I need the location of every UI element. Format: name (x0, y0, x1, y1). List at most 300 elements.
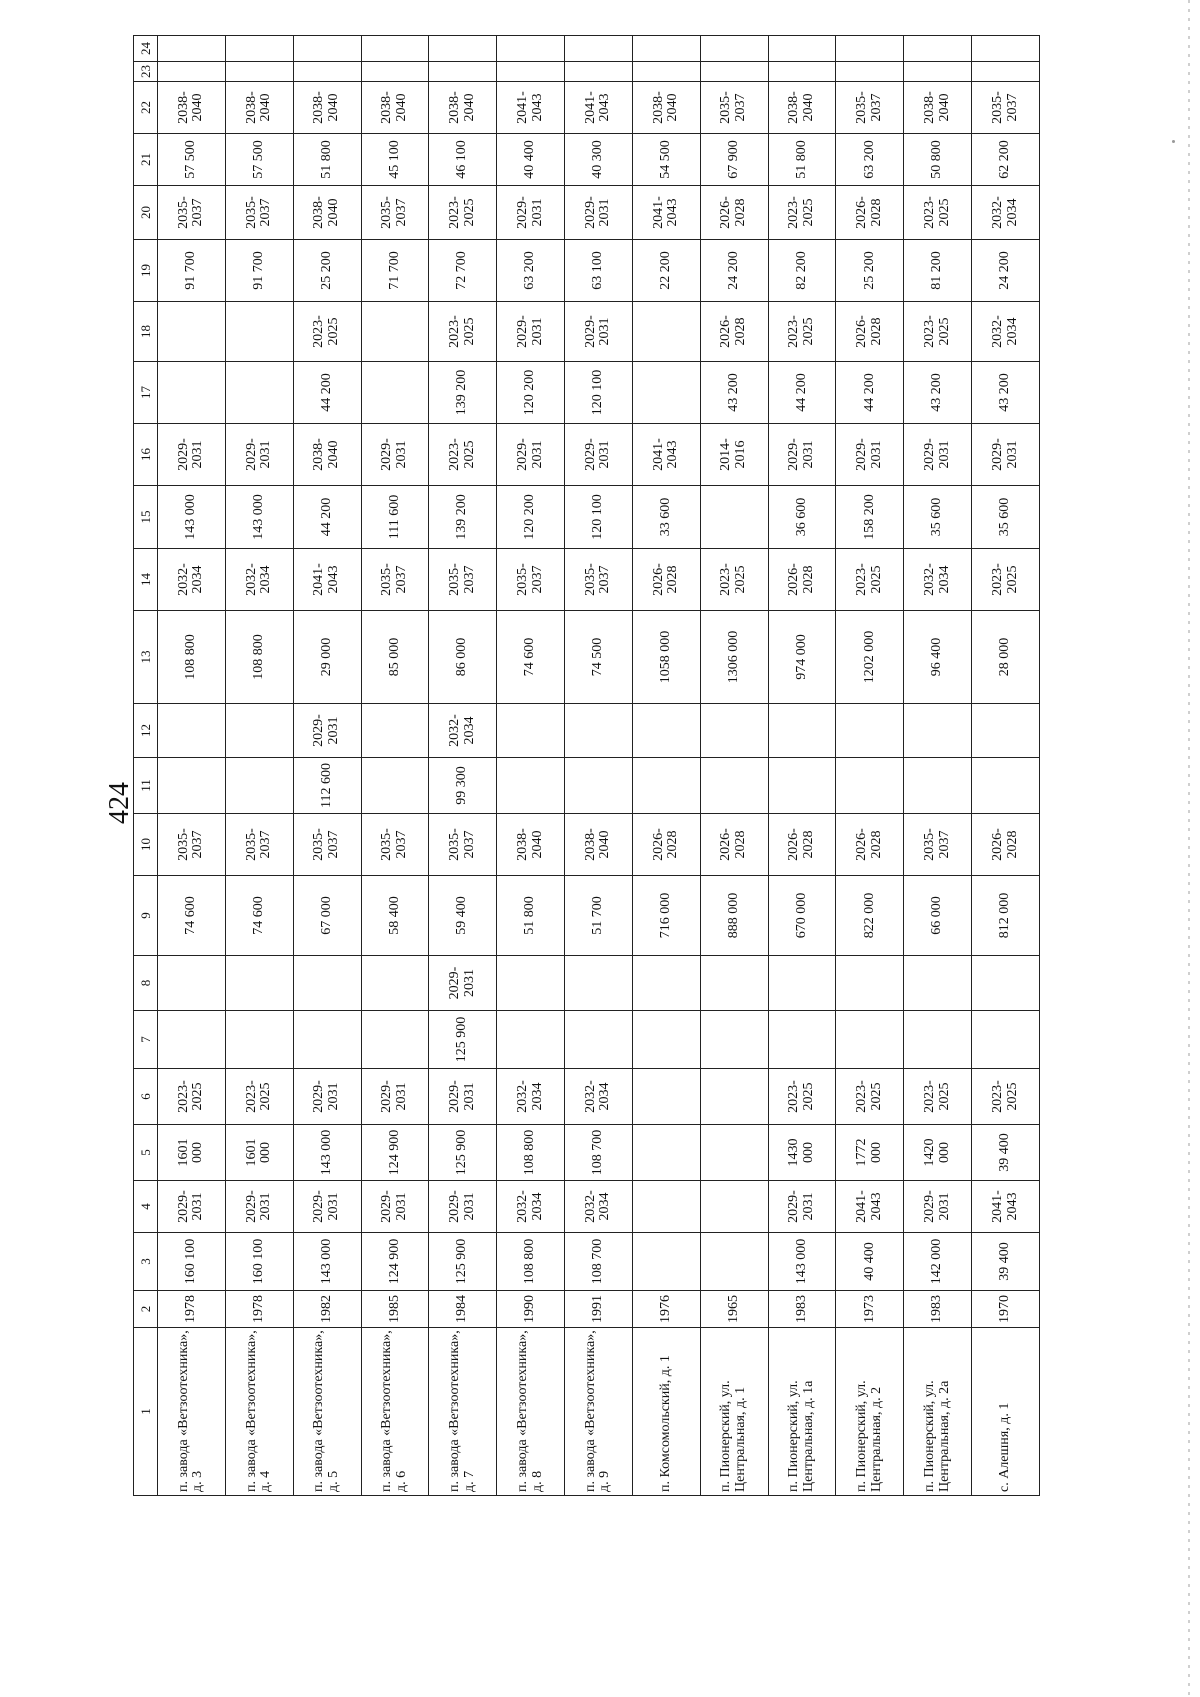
table-cell (497, 36, 565, 62)
table-cell: 143 000 (768, 1233, 836, 1291)
table-cell: 158 200 (836, 486, 904, 549)
table-cell: 120 200 (497, 362, 565, 424)
table-row (497, 36, 565, 1496)
table-cell (836, 758, 904, 814)
table-cell: 2035-2037 (836, 82, 904, 134)
table-row (429, 36, 497, 1496)
table-cell (632, 362, 700, 424)
table-cell: 1983 (768, 1291, 836, 1328)
table-cell: 2035-2037 (429, 549, 497, 611)
table-cell (904, 758, 972, 814)
table-cell (904, 1011, 972, 1069)
table-cell (972, 704, 1040, 758)
table-cell (632, 956, 700, 1011)
table-cell: 2023-2025 (904, 1069, 972, 1125)
table-cell: 2035-2037 (429, 814, 497, 876)
table-row (904, 36, 972, 1496)
table-cell: 43 200 (700, 362, 768, 424)
table-cell: 91 700 (158, 240, 226, 302)
table-cell: 67 000 (293, 876, 361, 956)
table-cell: 2041-2043 (632, 424, 700, 486)
table-cell: 2035-2037 (972, 82, 1040, 134)
table-cell: 99 300 (429, 758, 497, 814)
table-cell: 2023-2025 (836, 549, 904, 611)
table-cell (225, 758, 293, 814)
table-cell: 35 600 (904, 486, 972, 549)
table-cell: 2038-2040 (768, 82, 836, 134)
table-row (293, 36, 361, 1496)
table-cell (632, 758, 700, 814)
table-cell: 125 900 (429, 1011, 497, 1069)
table-cell (225, 62, 293, 82)
table-cell (225, 704, 293, 758)
table-cell (497, 1011, 565, 1069)
table-cell: 74 600 (497, 611, 565, 704)
table-cell: 2023-2025 (768, 186, 836, 240)
table-cell: 2038-2040 (225, 82, 293, 134)
table-cell (700, 704, 768, 758)
table-cell: 1601 000 (158, 1125, 226, 1181)
table-cell: 143 000 (158, 486, 226, 549)
column-header-20: 20 (134, 186, 158, 240)
table-cell: 74 600 (158, 876, 226, 956)
table-cell: 2029-2031 (497, 424, 565, 486)
table-cell: 63 100 (565, 240, 633, 302)
table-cell (225, 36, 293, 62)
table-cell (497, 704, 565, 758)
table-cell (565, 1011, 633, 1069)
table-cell: 2035-2037 (904, 814, 972, 876)
table-cell: 2026-2028 (632, 814, 700, 876)
table-cell (700, 62, 768, 82)
table-row (158, 36, 226, 1496)
table-cell (158, 704, 226, 758)
table-cell (429, 36, 497, 62)
table-cell (293, 1011, 361, 1069)
table-cell: 120 200 (497, 486, 565, 549)
table-cell: 40 400 (836, 1233, 904, 1291)
column-header-14: 14 (134, 549, 158, 611)
table-cell (836, 1011, 904, 1069)
table-cell: 28 000 (972, 611, 1040, 704)
table-cell: 143 000 (293, 1233, 361, 1291)
table-cell (361, 1011, 429, 1069)
table-cell: 25 200 (836, 240, 904, 302)
table-cell: 2026-2028 (768, 814, 836, 876)
table-cell: 2029-2031 (293, 1181, 361, 1233)
table-cell: 108 800 (497, 1233, 565, 1291)
table-cell: 2032-2034 (158, 549, 226, 611)
table-cell: 1991 (565, 1291, 633, 1328)
table-cell: 74 500 (565, 611, 633, 704)
table-cell: 2029-2031 (293, 1069, 361, 1125)
table-cell: 1982 (293, 1291, 361, 1328)
table-cell: 50 800 (904, 134, 972, 186)
table-cell: 44 200 (293, 486, 361, 549)
table-cell: 44 200 (836, 362, 904, 424)
table-cell: 29 000 (293, 611, 361, 704)
table-cell (632, 1233, 700, 1291)
table-cell: 2038-2040 (497, 814, 565, 876)
table-cell: 2029-2031 (972, 424, 1040, 486)
header-row (134, 36, 158, 1496)
table-cell: 2026-2028 (972, 814, 1040, 876)
table-cell: 1430 000 (768, 1125, 836, 1181)
table-cell: 2023-2025 (293, 302, 361, 362)
table-cell: 39 400 (972, 1125, 1040, 1181)
table-cell (293, 956, 361, 1011)
column-header-13: 13 (134, 611, 158, 704)
table-cell: 2041-2043 (497, 82, 565, 134)
table-cell: 2029-2031 (293, 704, 361, 758)
table-cell: 36 600 (768, 486, 836, 549)
table-cell: 1973 (836, 1291, 904, 1328)
table-cell: 2029-2031 (361, 1069, 429, 1125)
table-cell: 160 100 (158, 1233, 226, 1291)
table-cell: 888 000 (700, 876, 768, 956)
table-cell: 46 100 (429, 134, 497, 186)
table-cell: 2029-2031 (497, 302, 565, 362)
column-header-15: 15 (134, 486, 158, 549)
column-header-3: 3 (134, 1233, 158, 1291)
table-cell: 2035-2037 (700, 82, 768, 134)
column-header-2: 2 (134, 1291, 158, 1328)
table-cell: 1983 (904, 1291, 972, 1328)
table-cell: 2035-2037 (225, 186, 293, 240)
table-cell (632, 62, 700, 82)
table-cell: 2023-2025 (225, 1069, 293, 1125)
table-cell: 22 200 (632, 240, 700, 302)
table-cell: 86 000 (429, 611, 497, 704)
table-cell: 44 200 (768, 362, 836, 424)
table-cell (158, 758, 226, 814)
table-cell: 2029-2031 (836, 424, 904, 486)
table-cell: 2023-2025 (158, 1069, 226, 1125)
table-cell: 1306 000 (700, 611, 768, 704)
table-cell: 2035-2037 (497, 549, 565, 611)
table-cell: 2041-2043 (565, 82, 633, 134)
address-cell: с. Алешня, д. 1 (972, 1328, 1040, 1496)
table-cell: 24 200 (700, 240, 768, 302)
table-cell: 2032-2034 (565, 1069, 633, 1125)
table-cell (158, 956, 226, 1011)
table-cell: 139 200 (429, 362, 497, 424)
table-cell: 716 000 (632, 876, 700, 956)
table-cell (497, 758, 565, 814)
scan-dust-dot (1172, 140, 1175, 143)
table-cell (632, 1125, 700, 1181)
table-cell: 143 000 (293, 1125, 361, 1181)
table-row (768, 36, 836, 1496)
column-header-10: 10 (134, 814, 158, 876)
table-cell (632, 1069, 700, 1125)
table-cell: 2023-2025 (904, 186, 972, 240)
data-table (133, 35, 1040, 1496)
table-cell: 142 000 (904, 1233, 972, 1291)
table-cell: 2038-2040 (293, 82, 361, 134)
table-cell: 96 400 (904, 611, 972, 704)
table-cell: 1420 000 (904, 1125, 972, 1181)
table-cell (293, 36, 361, 62)
table-cell: 24 200 (972, 240, 1040, 302)
address-cell: п. завода «Ветзоотехника», д. 6 (361, 1328, 429, 1496)
table-cell (768, 956, 836, 1011)
table-cell (225, 362, 293, 424)
table-cell: 2023-2025 (429, 186, 497, 240)
table-cell: 124 900 (361, 1125, 429, 1181)
table-cell: 2029-2031 (361, 1181, 429, 1233)
table-cell (700, 1069, 768, 1125)
table-cell: 1984 (429, 1291, 497, 1328)
table-cell (361, 302, 429, 362)
table-cell: 51 800 (497, 876, 565, 956)
table-cell: 143 000 (225, 486, 293, 549)
table-body (158, 36, 1040, 1496)
table-cell (158, 36, 226, 62)
table-cell: 33 600 (632, 486, 700, 549)
table-cell: 120 100 (565, 486, 633, 549)
table-cell (972, 1011, 1040, 1069)
table-cell: 2029-2031 (361, 424, 429, 486)
table-cell: 35 600 (972, 486, 1040, 549)
table-cell: 2038-2040 (565, 814, 633, 876)
table-cell: 2032-2034 (904, 549, 972, 611)
table-cell: 1058 000 (632, 611, 700, 704)
table-cell: 124 900 (361, 1233, 429, 1291)
column-header-11: 11 (134, 758, 158, 814)
column-header-6: 6 (134, 1069, 158, 1125)
table-cell: 40 300 (565, 134, 633, 186)
table-cell: 63 200 (497, 240, 565, 302)
table-cell: 2038-2040 (293, 186, 361, 240)
table-cell (361, 758, 429, 814)
table-cell (225, 956, 293, 1011)
table-cell: 670 000 (768, 876, 836, 956)
table-cell: 2014-2016 (700, 424, 768, 486)
table-cell (836, 704, 904, 758)
table-cell (158, 62, 226, 82)
table-cell: 44 200 (293, 362, 361, 424)
table-cell: 2023-2025 (972, 549, 1040, 611)
table-cell (293, 62, 361, 82)
table-cell: 2041-2043 (632, 186, 700, 240)
table-cell: 120 100 (565, 362, 633, 424)
table-cell: 108 700 (565, 1233, 633, 1291)
table-cell (700, 1233, 768, 1291)
table-cell: 125 900 (429, 1233, 497, 1291)
table-cell (632, 1011, 700, 1069)
table-cell: 974 000 (768, 611, 836, 704)
table-cell (836, 36, 904, 62)
table-cell: 108 800 (225, 611, 293, 704)
table-row (565, 36, 633, 1496)
table-cell (700, 1181, 768, 1233)
table-row (700, 36, 768, 1496)
scan-edge-noise (1188, 0, 1190, 1697)
table-cell: 2029-2031 (565, 302, 633, 362)
table-cell: 108 700 (565, 1125, 633, 1181)
table-cell (225, 1011, 293, 1069)
table-cell (565, 956, 633, 1011)
table-cell (768, 704, 836, 758)
table-cell (361, 36, 429, 62)
table-row (225, 36, 293, 1496)
table-cell (158, 362, 226, 424)
table-cell (768, 1011, 836, 1069)
table-cell (632, 302, 700, 362)
column-header-4: 4 (134, 1181, 158, 1233)
table-cell: 2038-2040 (429, 82, 497, 134)
column-header-7: 7 (134, 1011, 158, 1069)
table-cell: 2026-2028 (700, 186, 768, 240)
table-cell: 2041-2043 (972, 1181, 1040, 1233)
table-cell: 2026-2028 (700, 302, 768, 362)
address-cell: п. завода «Ветзоотехника», д. 3 (158, 1328, 226, 1496)
table-cell: 1978 (225, 1291, 293, 1328)
column-header-12: 12 (134, 704, 158, 758)
table-cell: 2029-2031 (565, 186, 633, 240)
table-cell (768, 758, 836, 814)
table-cell: 51 800 (293, 134, 361, 186)
address-cell: п. Пионерский, ул. Центральная, д. 1 (700, 1328, 768, 1496)
table-cell: 74 600 (225, 876, 293, 956)
table-cell: 2032-2034 (497, 1069, 565, 1125)
table-cell: 2029-2031 (158, 424, 226, 486)
column-header-8: 8 (134, 956, 158, 1011)
table-cell: 2032-2034 (225, 549, 293, 611)
table-cell: 54 500 (632, 134, 700, 186)
table-cell: 43 200 (972, 362, 1040, 424)
table-cell: 108 800 (158, 611, 226, 704)
table-cell (429, 62, 497, 82)
address-cell: п. завода «Ветзоотехника», д. 9 (565, 1328, 633, 1496)
table-cell: 62 200 (972, 134, 1040, 186)
address-cell: п. Пионерский, ул. Центральная, д. 1а (768, 1328, 836, 1496)
table-cell (904, 704, 972, 758)
table-cell: 57 500 (225, 134, 293, 186)
column-header-18: 18 (134, 302, 158, 362)
table-cell: 2032-2034 (565, 1181, 633, 1233)
table-cell: 108 800 (497, 1125, 565, 1181)
table-cell (700, 956, 768, 1011)
table-cell: 1976 (632, 1291, 700, 1328)
table-cell: 2029-2031 (768, 424, 836, 486)
table-cell: 2029-2031 (768, 1181, 836, 1233)
table-cell: 1978 (158, 1291, 226, 1328)
table-cell: 2029-2031 (225, 424, 293, 486)
table-cell: 1202 000 (836, 611, 904, 704)
table-cell: 2023-2025 (429, 302, 497, 362)
address-cell: п. завода «Ветзоотехника», д. 4 (225, 1328, 293, 1496)
table-cell: 2023-2025 (768, 1069, 836, 1125)
table-cell: 2023-2025 (836, 1069, 904, 1125)
table-cell (632, 36, 700, 62)
table-cell: 45 100 (361, 134, 429, 186)
table-cell (565, 36, 633, 62)
column-header-5: 5 (134, 1125, 158, 1181)
table-cell: 2029-2031 (429, 956, 497, 1011)
table-cell: 2035-2037 (361, 186, 429, 240)
table-cell (632, 1181, 700, 1233)
table-row (836, 36, 904, 1496)
table-cell: 85 000 (361, 611, 429, 704)
column-header-16: 16 (134, 424, 158, 486)
table-cell: 160 100 (225, 1233, 293, 1291)
table-cell: 51 800 (768, 134, 836, 186)
table-cell: 1985 (361, 1291, 429, 1328)
table-cell: 2038-2040 (293, 424, 361, 486)
address-cell: п. Комсомольский, д. 1 (632, 1328, 700, 1496)
table-cell (700, 1125, 768, 1181)
table-cell: 2032-2034 (497, 1181, 565, 1233)
table-cell: 2038-2040 (361, 82, 429, 134)
table-cell: 2032-2034 (429, 704, 497, 758)
table-cell: 812 000 (972, 876, 1040, 956)
column-header-1: 1 (134, 1328, 158, 1496)
table-cell: 2038-2040 (904, 82, 972, 134)
table-cell (158, 1011, 226, 1069)
table-cell (768, 36, 836, 62)
table-cell (361, 956, 429, 1011)
table-row (361, 36, 429, 1496)
table-cell: 2038-2040 (158, 82, 226, 134)
table-cell: 822 000 (836, 876, 904, 956)
table-cell: 2026-2028 (836, 302, 904, 362)
table-cell (972, 62, 1040, 82)
address-cell: п. Пионерский, ул. Центральная, д. 2а (904, 1328, 972, 1496)
table-cell: 1970 (972, 1291, 1040, 1328)
table-cell: 2035-2037 (225, 814, 293, 876)
table-cell: 2029-2031 (225, 1181, 293, 1233)
table-cell: 2035-2037 (158, 814, 226, 876)
table-cell: 67 900 (700, 134, 768, 186)
address-cell: п. завода «Ветзоотехника», д. 8 (497, 1328, 565, 1496)
table-cell (700, 486, 768, 549)
table-cell: 1965 (700, 1291, 768, 1328)
table-cell: 25 200 (293, 240, 361, 302)
table-cell (972, 956, 1040, 1011)
table-cell: 1601 000 (225, 1125, 293, 1181)
column-header-23: 23 (134, 62, 158, 82)
table-cell: 2035-2037 (361, 549, 429, 611)
table-cell: 2029-2031 (158, 1181, 226, 1233)
table-cell: 2035-2037 (361, 814, 429, 876)
table-cell (632, 704, 700, 758)
table-cell: 2029-2031 (429, 1069, 497, 1125)
table-cell (700, 758, 768, 814)
table-cell: 2029-2031 (904, 424, 972, 486)
table-cell: 2023-2025 (972, 1069, 1040, 1125)
table-cell: 2029-2031 (565, 424, 633, 486)
table-cell: 2029-2031 (904, 1181, 972, 1233)
table-cell: 2032-2034 (972, 302, 1040, 362)
table-cell: 112 600 (293, 758, 361, 814)
table-cell (225, 302, 293, 362)
column-header-22: 22 (134, 82, 158, 134)
table-cell: 2026-2028 (700, 814, 768, 876)
table-cell: 2038-2040 (632, 82, 700, 134)
table-cell: 2035-2037 (158, 186, 226, 240)
table-cell: 59 400 (429, 876, 497, 956)
table-cell: 2041-2043 (836, 1181, 904, 1233)
table-cell: 139 200 (429, 486, 497, 549)
column-header-24: 24 (134, 36, 158, 62)
table-cell (972, 758, 1040, 814)
table-cell (497, 62, 565, 82)
address-cell: п. завода «Ветзоотехника», д. 7 (429, 1328, 497, 1496)
table-cell (700, 36, 768, 62)
table-row (632, 36, 700, 1496)
